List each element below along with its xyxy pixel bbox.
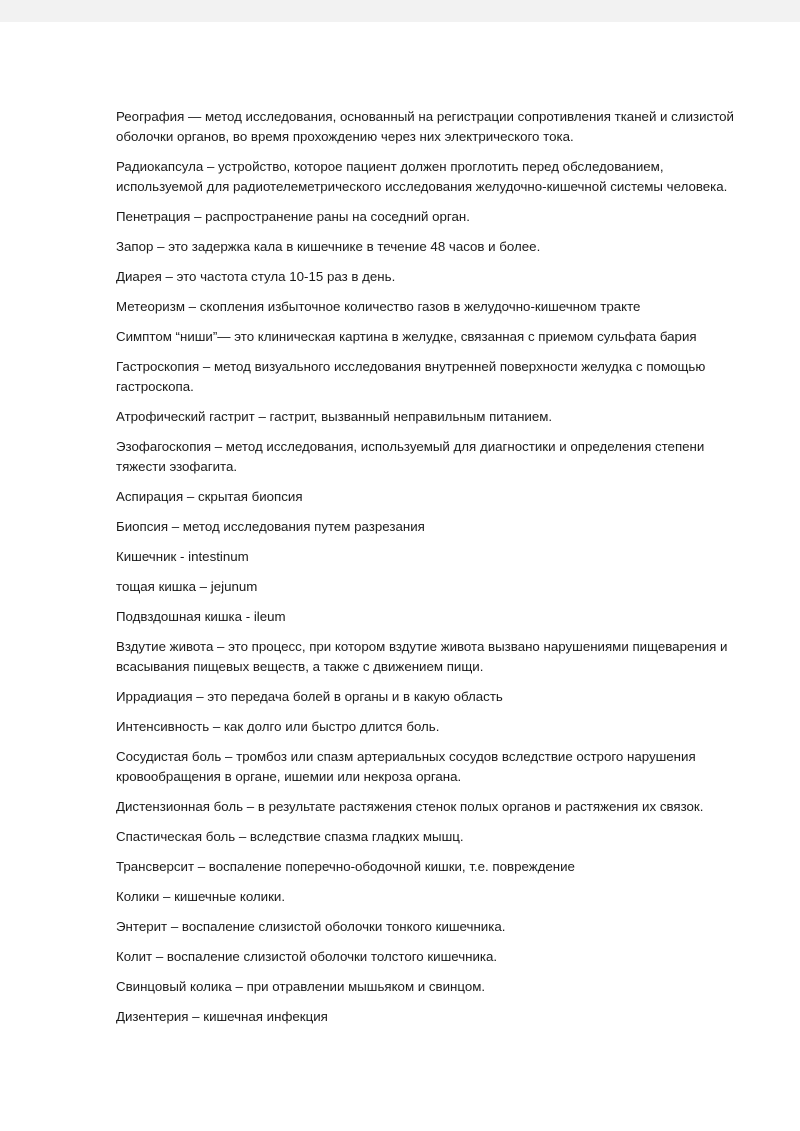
paragraph: Дизентерия – кишечная инфекция [116, 1009, 328, 1024]
paragraph: Запор – это задержка кала в кишечнике в течение 48 часов и более. [116, 239, 541, 254]
paragraph: Колики – кишечные колики. [116, 889, 286, 904]
paragraph: Вздутие живота – это процесс, при котором вздутие живота вызвано нарушениями пищеварения и всасывания пищевых веществ, а также с движением пищи. [116, 639, 728, 674]
paragraph: Иррадиация – это передача болей в органы и в какую область [116, 689, 503, 704]
paragraph: Сосудистая боль – тромбоз или спазм артериальных сосудов вследствие острого нарушения кровообращения в органе, ишемии или некроза органа. [116, 749, 696, 784]
paragraph: Спастическая боль – вследствие спазма гладких мышц. [116, 829, 464, 844]
viewer-top-band [0, 0, 800, 22]
paragraph: Диарея – это частота стула 10-15 раз в день. [116, 269, 396, 284]
paragraph: Реография — метод исследования, основанный на регистрации сопротивления тканей и слизистой оболочки органов, во время прохождению через них электрического тока. [116, 109, 734, 144]
paragraph: Подвздошная кишка - ileum [116, 609, 286, 624]
paragraph: Свинцовый колика – при отравлении мышьяком и свинцом. [116, 979, 486, 994]
paragraph: Атрофический гастрит – гастрит, вызванный неправильным питанием. [116, 409, 553, 424]
paragraph: Гастроскопия – метод визуального исследования внутренней поверхности желудка с помощью гастроскопа. [116, 359, 706, 394]
paragraph: Интенсивность – как долго или быстро длится боль. [116, 719, 440, 734]
paragraph: тощая кишка – jejunum [116, 579, 258, 594]
paragraph: Колит – воспаление слизистой оболочки толстого кишечника. [116, 949, 498, 964]
paragraph: Симптом “ниши”— это клиническая картина в желудке, связанная с приемом сульфата бария [116, 329, 697, 344]
paragraph: Биопсия – метод исследования путем разрезания [116, 519, 425, 534]
document-body [116, 107, 746, 1037]
paragraph: Метеоризм – скопления избыточное количество газов в желудочно-кишечном тракте [116, 299, 641, 314]
paragraph: Эзофагоскопия – метод исследования, используемый для диагностики и определения степени тяжести эзофагита. [116, 439, 705, 474]
document-page [0, 22, 800, 1131]
paragraph: Энтерит – воспаление слизистой оболочки тонкого кишечника. [116, 919, 506, 934]
paragraph: Пенетрация – распространение раны на соседний орган. [116, 209, 470, 224]
paragraph: Дистензионная боль – в результате растяжения стенок полых органов и растяжения их связок. [116, 799, 704, 814]
paragraph: Кишечник - intestinum [116, 549, 249, 564]
paragraph: Аспирация – скрытая биопсия [116, 489, 303, 504]
paragraph: Трансверсит – воспаление поперечно-ободочной кишки, т.е. повреждение [116, 859, 575, 874]
paragraph: Радиокапсула – устройство, которое пациент должен проглотить перед обследованием, используемой для радиотелеметрического исследования желудочно-кишечной системы человека. [116, 159, 728, 194]
